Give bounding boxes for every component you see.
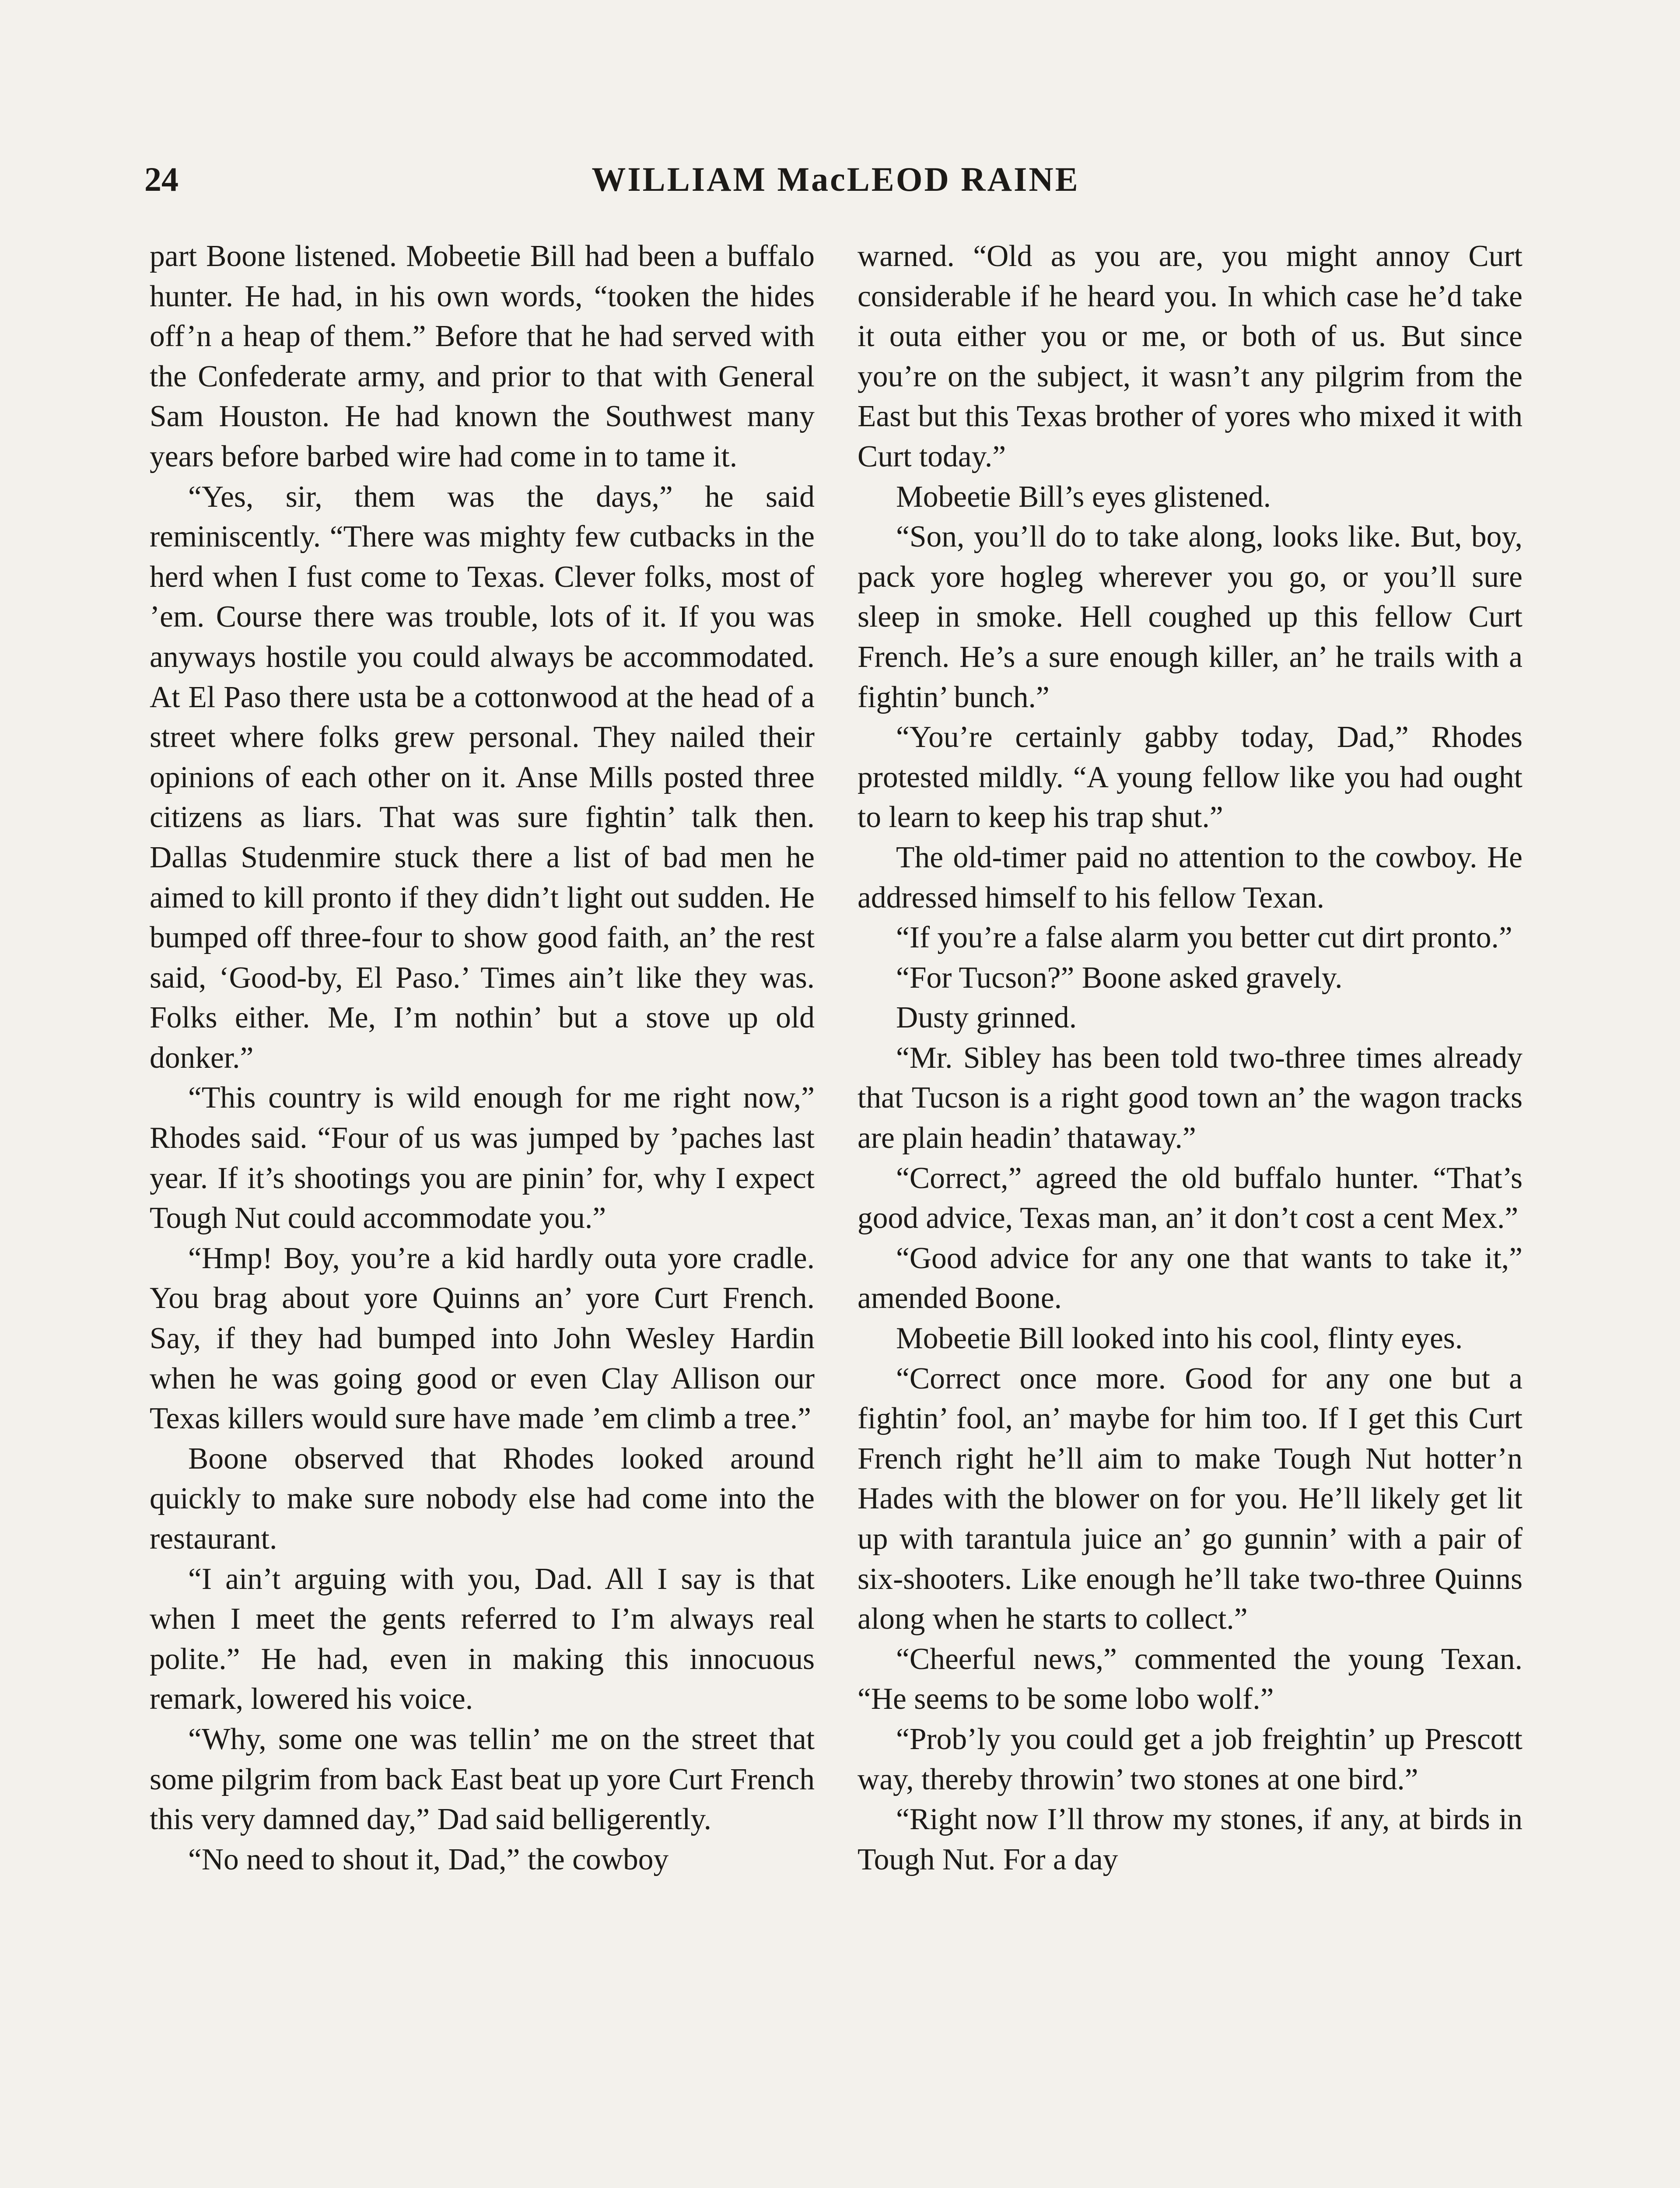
left-column — [150, 236, 815, 1879]
paragraph: “This country is wild enough for me right now,” Rhodes said. “Four of us was jumped by ’paches last year. If it’s shootings you are pinin’ for, why I expect Tough Nut could accommodate you.” — [150, 1081, 815, 1235]
page-number: 24 — [144, 160, 178, 198]
paragraph: part Boone listened. Mobeetie Bill had been a buffalo hunter. He had, in his own words, “tooken the hides off’n a heap of them.” Before that he had served with the Confederate army, and prior to that with General Sam Houston. He had known the Southwest many years before barbed wire had come in to tame it. — [150, 239, 815, 473]
paragraph: Mobeetie Bill looked into his cool, flinty eyes. — [896, 1322, 1463, 1356]
paragraph: “I ain’t arguing with you, Dad. All I say is that when I meet the gents referred to I’m always real polite.” He had, even in making this innocuous remark, lowered his voice. — [150, 1562, 815, 1716]
paragraph: “Yes, sir, them was the days,” he said reminiscently. “There was mighty few cutbacks in the herd when I fust come to Texas. Clever folks, most of ’em. Course there was trouble, lots of it. If you was anyways hostile you could always be accommodated. At El Paso there usta be a cottonwood at the head of a street where folks grew personal. They nailed their opinions of each other on it. Anse Mills posted three citizens as liars. That was sure fightin’ talk then. Dallas Studenmire stuck there a list of bad men he aimed to kill pronto if they didn’t light out sudden. He bumped off three-four to show good faith, an’ the rest said, ‘Good-by, El Paso.’ Times ain’t like they was. Folks either. Me, I’m nothin’ but a stove up old donker.” — [150, 480, 815, 1075]
paragraph: “Good advice for any one that wants to take it,” amended Boone. — [858, 1241, 1522, 1315]
paragraph: “You’re certainly gabby today, Dad,” Rhodes protested mildly. “A young fellow like you had ought to learn to keep his trap shut.” — [858, 720, 1522, 835]
paragraph: “Cheerful news,” commented the young Texan. “He seems to be some lobo wolf.” — [858, 1642, 1522, 1716]
right-column — [858, 236, 1522, 1879]
paragraph: “Prob’ly you could get a job freightin’ up Prescott way, thereby throwin’ two stones at one bird.” — [858, 1722, 1522, 1796]
paragraph: “Hmp! Boy, you’re a kid hardly outa yore cradle. You brag about yore Quinns an’ yore Curt French. Say, if they had bumped into John Wesley Hardin when he was going good or even Clay Allison our Texas killers would sure have made ’em climb a tree.” — [150, 1241, 815, 1436]
paragraph: “Correct once more. Good for any one but a fightin’ fool, an’ maybe for him too. If I get this Curt French right he’ll aim to make Tough Nut hotter’n Hades with the blower on for you. He’ll likely get lit up with tarantula juice an’ go gunnin’ with a pair of six-shooters. Like enough he’ll take two-three Quinns along when he starts to collect.” — [858, 1361, 1522, 1636]
paragraph: “Son, you’ll do to take along, looks like. But, boy, pack yore hogleg wherever you go, or you’ll sure sleep in smoke. Hell coughed up this fellow Curt French. He’s a sure enough killer, an’ he trails with a fightin’ bunch.” — [858, 520, 1522, 714]
paragraph: “If you’re a false alarm you better cut dirt pronto.” — [896, 921, 1512, 955]
running-head: WILLIAM MacLEOD RAINE — [592, 160, 1080, 198]
paragraph: Boone observed that Rhodes looked around quickly to make sure nobody else had come into the restaurant. — [150, 1441, 815, 1556]
paragraph: “Mr. Sibley has been told two-three times already that Tucson is a right good town an’ the wagon tracks are plain headin’ thataway.” — [858, 1041, 1522, 1155]
paragraph: The old-timer paid no attention to the cowboy. He addressed himself to his fellow Texan. — [858, 840, 1522, 915]
paragraph: “Correct,” agreed the old buffalo hunter. “That’s good advice, Texas man, an’ it don’t cost a cent Mex.” — [858, 1161, 1522, 1235]
paragraph: “Right now I’ll throw my stones, if any, at birds in Tough Nut. For a day — [858, 1802, 1522, 1876]
paragraph: Mobeetie Bill’s eyes glistened. — [896, 480, 1271, 514]
paragraph: “Why, some one was tellin’ me on the street that some pilgrim from back East beat up yore Curt French this very damned day,” Dad said belligerently. — [150, 1722, 815, 1837]
paragraph: Dusty grinned. — [896, 1001, 1077, 1035]
paragraph: warned. “Old as you are, you might annoy Curt considerable if he heard you. In which case he’d take it outa either you or me, or both of us. But since you’re on the subject, it wasn’t any pilgrim from the East but this Texas brother of yores who mixed it with Curt today.” — [858, 239, 1522, 473]
paragraph: “No need to shout it, Dad,” the cowboy — [188, 1842, 669, 1876]
paragraph: “For Tucson?” Boone asked gravely. — [896, 961, 1343, 995]
page-header — [144, 155, 1527, 203]
